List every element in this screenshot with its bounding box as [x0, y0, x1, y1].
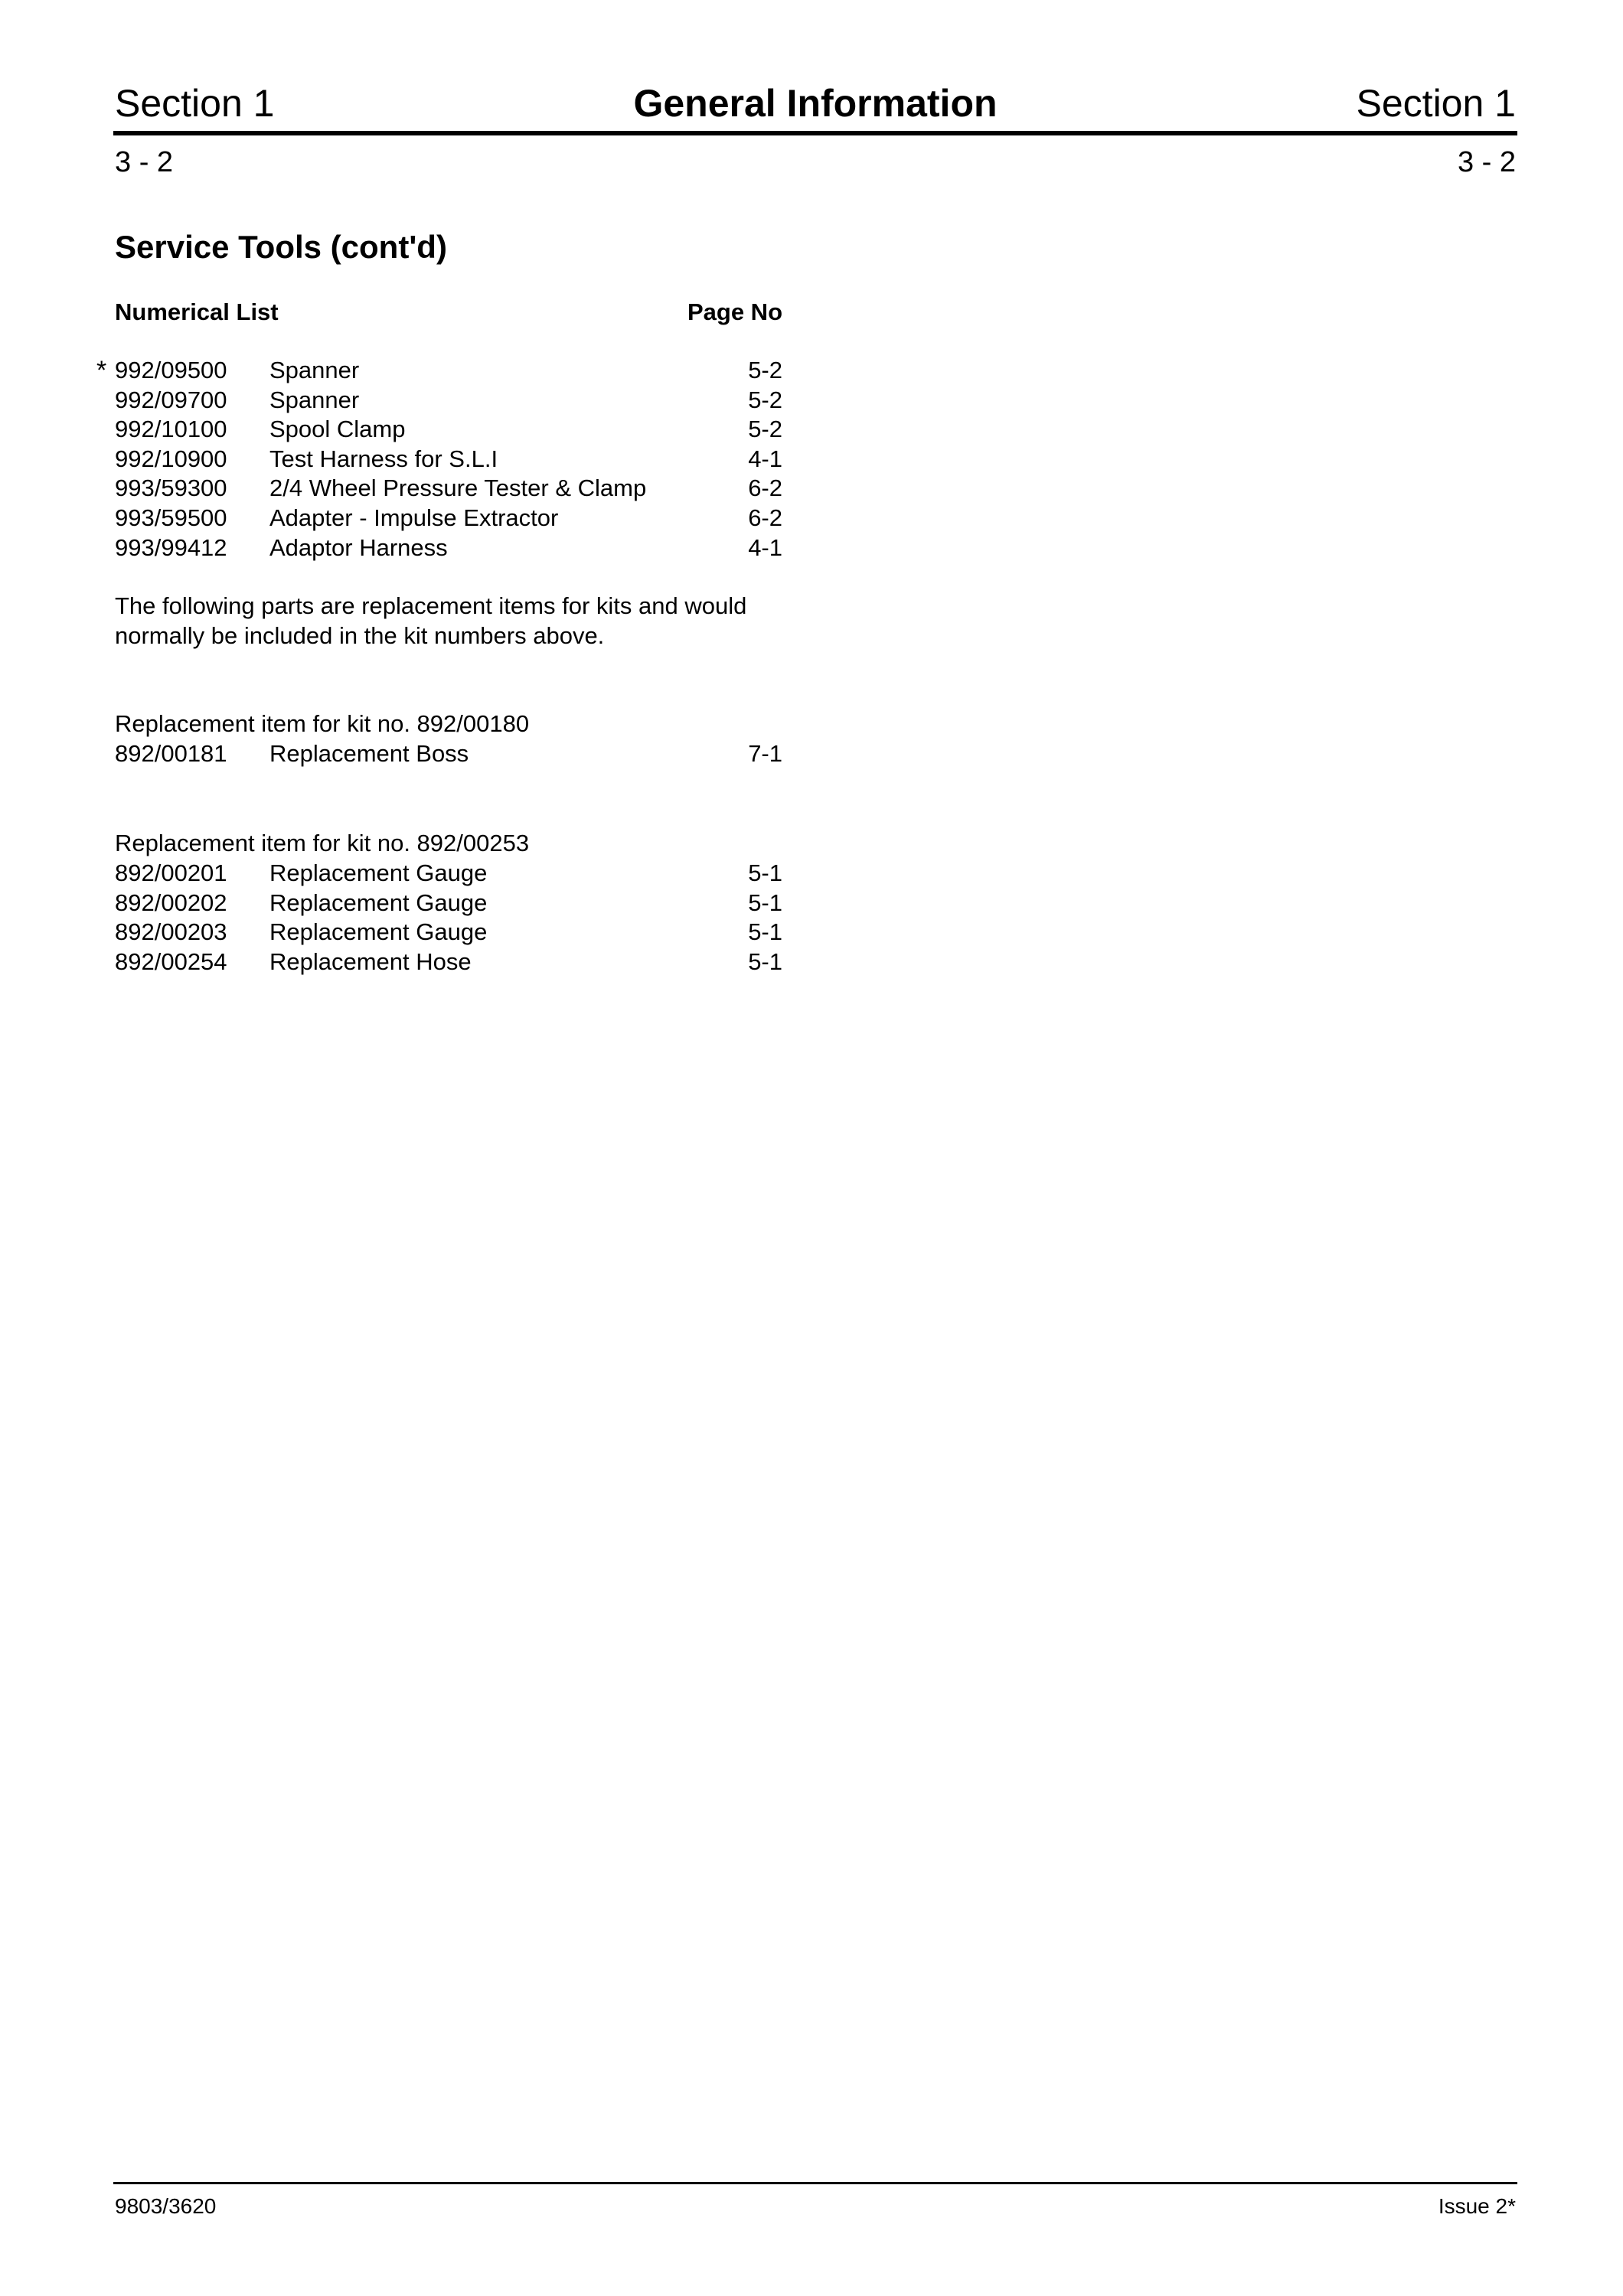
kit-item-row [115, 859, 782, 889]
issue-label: Issue 2* [1438, 2194, 1516, 2218]
kit-item-row [115, 947, 782, 977]
page-reference: 6-2 [748, 504, 782, 531]
kit-items-list [115, 739, 782, 769]
kit-heading: Replacement item for kit no. 892/00180 [115, 710, 530, 737]
section-label-right: Section 1 [1356, 82, 1516, 125]
page-reference: 7-1 [748, 740, 782, 767]
part-number: 993/59300 [115, 475, 227, 502]
tool-row [115, 445, 782, 475]
part-description: Replacement Gauge [269, 918, 488, 946]
footer-divider [113, 2182, 1517, 2184]
part-description: Replacement Hose [269, 947, 472, 975]
part-number: 892/00203 [115, 918, 227, 946]
page-number-left: 3 - 2 [115, 146, 174, 178]
list-header [115, 295, 782, 329]
page-reference: 5-1 [748, 889, 782, 916]
kit-heading: Replacement item for kit no. 892/00253 [115, 830, 530, 856]
part-number: 892/00202 [115, 889, 227, 916]
part-description: Spool Clamp [269, 416, 406, 443]
document-number: 9803/3620 [115, 2194, 217, 2218]
page-reference: 4-1 [748, 445, 782, 472]
page-reference: 5-2 [748, 386, 782, 413]
part-number: 992/10100 [115, 416, 227, 443]
tool-row [115, 533, 782, 563]
part-number: 892/00254 [115, 947, 227, 975]
list-header-label: Numerical List [115, 298, 279, 325]
kit-items-list [115, 859, 782, 977]
page-reference: 5-2 [748, 416, 782, 443]
page-reference: 5-2 [748, 357, 782, 383]
section-label-left: Section 1 [115, 82, 275, 125]
tool-row [115, 415, 782, 445]
part-number: 892/00181 [115, 740, 227, 767]
page-reference: 5-1 [748, 947, 782, 975]
part-number: 993/99412 [115, 533, 227, 561]
kit-item-row [115, 889, 782, 918]
page-title: General Information [633, 82, 998, 125]
tool-row [115, 504, 782, 533]
part-description: Test Harness for S.L.I [269, 445, 498, 472]
part-description: Replacement Gauge [269, 859, 488, 886]
part-number: 892/00201 [115, 859, 227, 886]
section-title: Service Tools (cont'd) [115, 229, 447, 265]
part-description: Replacement Gauge [269, 889, 488, 916]
page-reference: 4-1 [748, 533, 782, 561]
part-description: Adaptor Harness [269, 533, 448, 561]
page-number-right: 3 - 2 [1457, 146, 1516, 178]
tool-row [115, 474, 782, 504]
part-description: Spanner [269, 357, 360, 383]
kit-item-row [115, 918, 782, 947]
page-reference: 5-1 [748, 859, 782, 886]
replacement-note: The following parts are replacement items for kits and would normally be included in the kit numbers above. [115, 592, 747, 649]
part-number: 992/10900 [115, 445, 227, 472]
tool-row [115, 386, 782, 416]
part-description: Spanner [269, 386, 360, 413]
page-reference: 6-2 [748, 475, 782, 502]
part-description: Replacement Boss [269, 740, 469, 767]
tools-list [96, 356, 782, 563]
kit-item-row [115, 739, 782, 769]
part-description: 2/4 Wheel Pressure Tester & Clamp [269, 475, 647, 502]
change-marker: * [96, 356, 107, 385]
part-number: 993/59500 [115, 504, 227, 531]
page-no-header: Page No [687, 298, 782, 325]
page-header [115, 77, 1516, 130]
page-reference: 5-1 [748, 918, 782, 946]
part-number: 992/09500 [115, 357, 227, 383]
part-description: Adapter - Impulse Extractor [269, 504, 559, 531]
header-divider [113, 131, 1517, 135]
tool-row [96, 356, 782, 386]
part-number: 992/09700 [115, 386, 227, 413]
